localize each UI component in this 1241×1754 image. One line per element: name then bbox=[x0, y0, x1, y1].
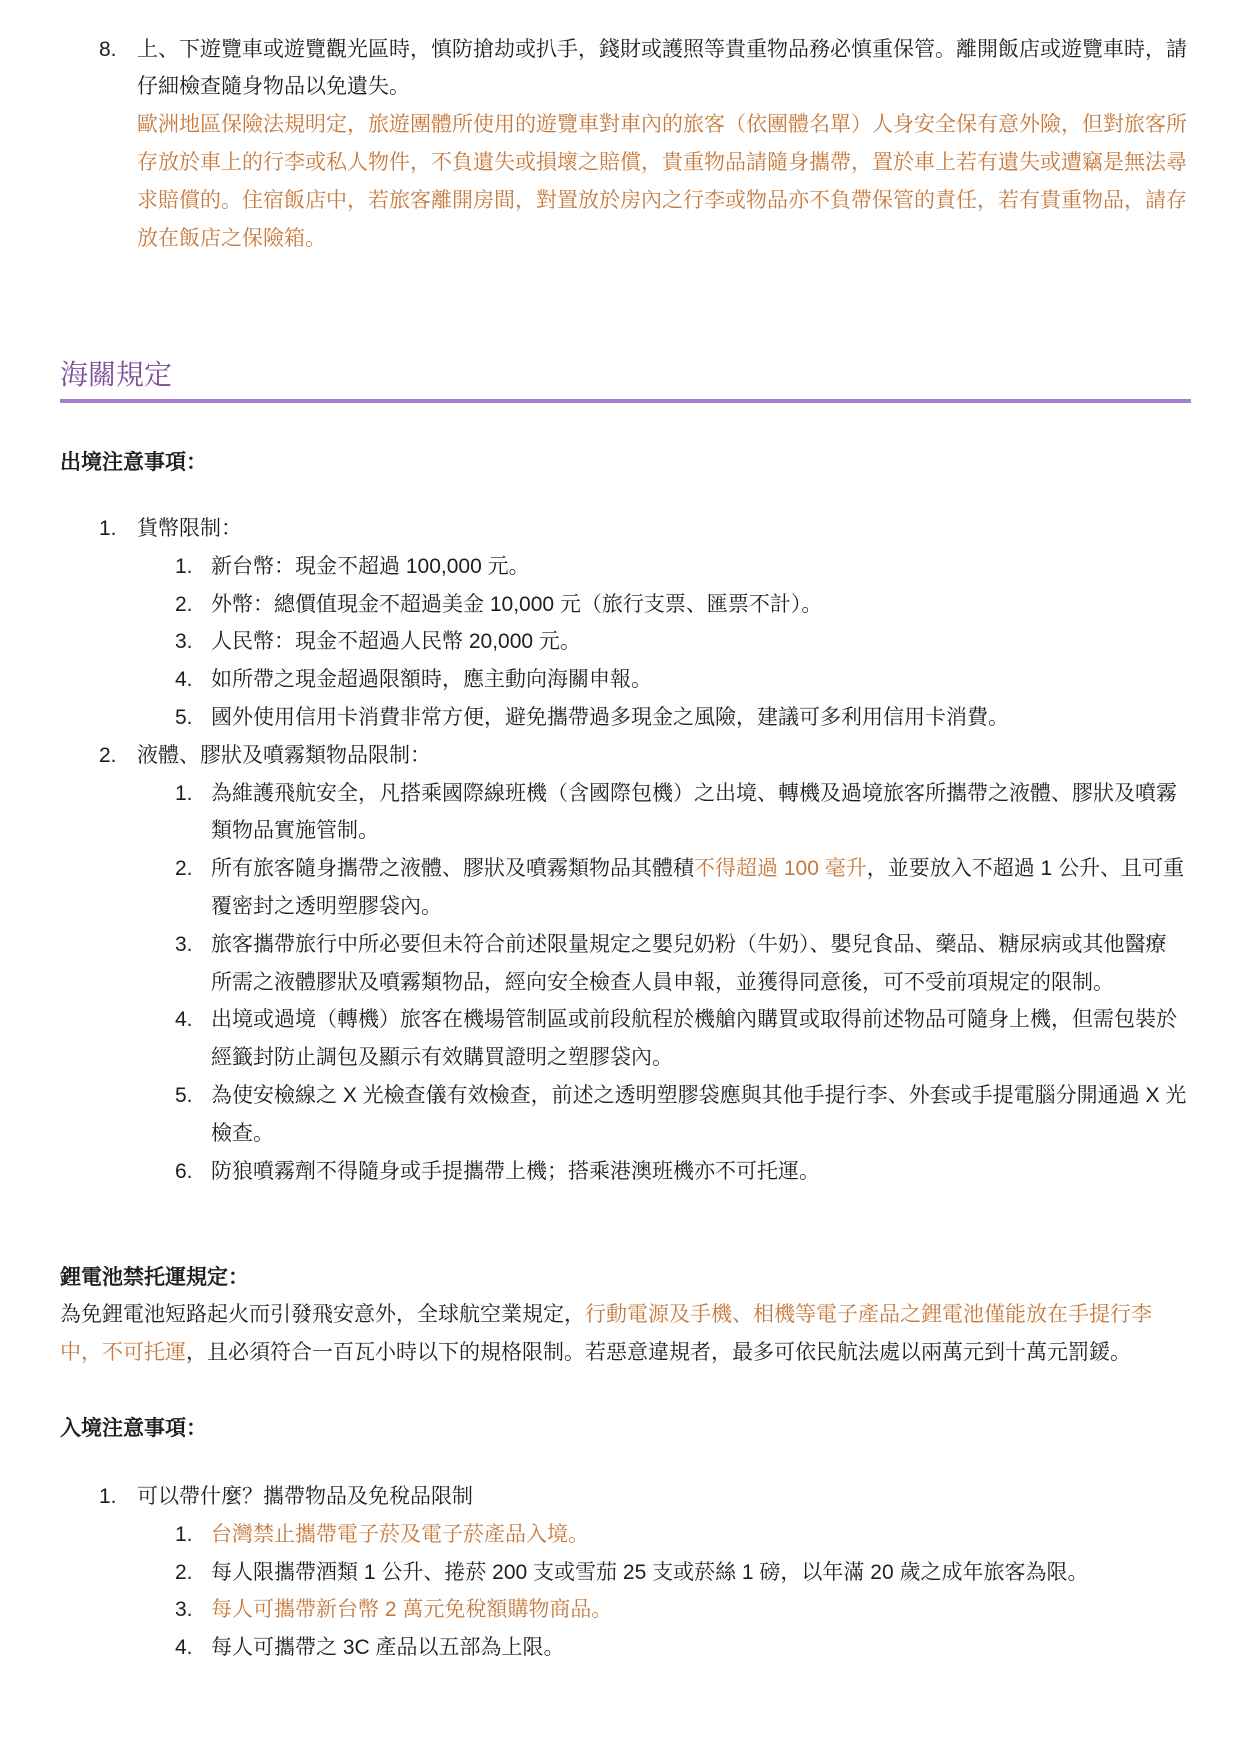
text-line: 如所帶之現金超過限額時，應主動向海關申報。 bbox=[211, 668, 652, 692]
highlight-text-line: 每人可攜帶新台幣 2 萬元免稅額購物商品。 bbox=[211, 1598, 613, 1622]
highlight-text-line: 求賠償的。住宿飯店中，若旅客離開房間，對置放於房內之行李或物品亦不負帶保管的責任，若有貴重物品，請存 bbox=[137, 188, 1187, 212]
text-line: 經籤封防止調包及顯示有效購買證明之塑膠袋內。 bbox=[211, 1046, 673, 1070]
list-number: 1. bbox=[99, 1485, 117, 1508]
text-line: 國外使用信用卡消費非常方便，避免攜帶過多現金之風險，建議可多利用信用卡消費。 bbox=[211, 706, 1009, 730]
text-line: 仔細檢查隨身物品以免遺失。 bbox=[137, 75, 410, 99]
list-item bbox=[0, 737, 1241, 775]
sub-list-item bbox=[0, 661, 1241, 699]
text-line: 所需之液體膠狀及噴霧類物品，經向安全檢查人員申報，並獲得同意後，可不受前項規定的限制。 bbox=[211, 970, 1114, 994]
list-item-label: 可以帶什麼？攜帶物品及免稅品限制 bbox=[137, 1485, 473, 1508]
list-number: 1. bbox=[175, 781, 193, 805]
sub-list-item bbox=[0, 1153, 1241, 1191]
list-item bbox=[0, 1478, 1241, 1516]
text-line: 人民幣：現金不超過人民幣 20,000 元。 bbox=[211, 630, 581, 654]
sub-list-item bbox=[0, 775, 1241, 851]
sub-list-item bbox=[0, 1001, 1241, 1077]
text-line: 新台幣：現金不超過 100,000 元。 bbox=[211, 554, 530, 578]
sub-list-item bbox=[0, 623, 1241, 661]
text-segment: 為免鋰電池短路起火而引發飛安意外，全球航空業規定， bbox=[60, 1303, 585, 1327]
list-item bbox=[0, 510, 1241, 548]
text-line: 每人限攜帶酒類 1 公升、捲菸 200 支或雪茄 25 支或菸絲 1 磅，以年滿 20 歲之成年旅客為限。 bbox=[211, 1560, 1089, 1584]
sub-list-item bbox=[0, 1516, 1241, 1554]
sub-list-item bbox=[0, 699, 1241, 737]
text-line: 為使安檢線之 X 光檢查儀有效檢查，前述之透明塑膠袋應與其他手提行李、外套或手提電腦分開通過 X 光 bbox=[211, 1084, 1187, 1108]
list-number: 3. bbox=[175, 932, 193, 956]
sub-list-item bbox=[0, 1077, 1241, 1153]
list-number: 2. bbox=[175, 857, 193, 881]
highlight-text-line: 放在飯店之保險箱。 bbox=[137, 226, 326, 250]
highlight-text: 不得超過 100 毫升 bbox=[694, 857, 867, 881]
lithium-heading: 鋰電池禁托運規定： bbox=[60, 1266, 249, 1290]
text-line: 檢查。 bbox=[211, 1121, 274, 1145]
highlight-text: 中，不可托運 bbox=[60, 1341, 186, 1365]
section-divider bbox=[60, 399, 1191, 403]
text-segment: 所有旅客隨身攜帶之液體、膠狀及噴霧類物品其體積 bbox=[211, 857, 694, 881]
arrival-list bbox=[0, 1478, 1241, 1667]
list-number: 1. bbox=[175, 1522, 193, 1546]
list-number: 1. bbox=[175, 554, 193, 578]
sub-list-item bbox=[0, 1554, 1241, 1592]
list-number: 3. bbox=[175, 630, 193, 654]
text-line: 覆密封之透明塑膠袋內。 bbox=[211, 895, 442, 919]
list-number: 5. bbox=[175, 706, 193, 730]
text-line bbox=[60, 1296, 1241, 1334]
section-title: 海關規定 bbox=[60, 358, 173, 390]
sub-list-item bbox=[0, 1591, 1241, 1629]
arrival-heading: 入境注意事項： bbox=[60, 1417, 207, 1441]
list-number: 4. bbox=[175, 1008, 193, 1032]
text-line: 外幣：總價值現金不超過美金 10,000 元（旅行支票、匯票不計）。 bbox=[211, 592, 823, 616]
list-number: 4. bbox=[175, 668, 193, 692]
highlight-text: 行動電源及手機、相機等電子產品之鋰電池僅能放在手提行李 bbox=[585, 1303, 1152, 1327]
list-number: 5. bbox=[175, 1084, 193, 1108]
text-line: 為維護飛航安全，凡搭乘國際線班機（含國際包機）之出境、轉機及過境旅客所攜帶之液體、膠狀及噴霧 bbox=[211, 781, 1177, 805]
lithium-paragraph bbox=[0, 1296, 1241, 1372]
list-item-8 bbox=[0, 31, 1241, 258]
sub-list-item bbox=[0, 1629, 1241, 1667]
continued-list-item bbox=[0, 31, 1241, 258]
text-line bbox=[211, 850, 1241, 888]
highlight-text-line: 存放於車上的行李或私人物件，不負遺失或損壞之賠償，貴重物品請隨身攜帶，置於車上若有遺失或遭竊是無法尋 bbox=[137, 151, 1187, 175]
list-item-label: 貨幣限制： bbox=[137, 517, 242, 541]
text-segment: ，並要放入不超過 1 公升、且可重 bbox=[866, 857, 1185, 881]
list-item-label: 液體、膠狀及噴霧類物品限制： bbox=[137, 743, 431, 767]
list-number: 2. bbox=[175, 1560, 193, 1584]
list-number: 8. bbox=[99, 37, 117, 61]
text-line: 類物品實施管制。 bbox=[211, 819, 379, 843]
text-line bbox=[60, 1334, 1241, 1372]
text-line: 上、下遊覽車或遊覽觀光區時，慎防搶劫或扒手，錢財或護照等貴重物品務必慎重保管。離開飯店或遊覽車時，請 bbox=[137, 37, 1187, 61]
list-number: 2. bbox=[175, 592, 193, 616]
sub-list-item bbox=[0, 926, 1241, 1002]
list-number: 4. bbox=[175, 1636, 193, 1660]
highlight-text-line: 歐洲地區保險法規明定，旅遊團體所使用的遊覽車對車內的旅客（依團體名單）人身安全保有意外險，但對旅客所 bbox=[137, 113, 1187, 137]
sub-list-item bbox=[0, 548, 1241, 586]
departure-heading: 出境注意事項： bbox=[60, 450, 207, 474]
departure-list bbox=[0, 510, 1241, 1190]
text-line: 防狼噴霧劑不得隨身或手提攜帶上機；搭乘港澳班機亦不可托運。 bbox=[211, 1159, 820, 1183]
highlight-text-line: 台灣禁止攜帶電子菸及電子菸產品入境。 bbox=[211, 1522, 589, 1546]
list-number: 3. bbox=[175, 1598, 193, 1622]
text-segment: ，且必須符合一百瓦小時以下的規格限制。若惡意違規者，最多可依民航法處以兩萬元到十萬元罰鍰。 bbox=[186, 1341, 1131, 1365]
list-number: 1. bbox=[99, 517, 117, 541]
list-number: 2. bbox=[99, 743, 117, 767]
text-line: 每人可攜帶之 3C 產品以五部為上限。 bbox=[211, 1636, 565, 1660]
sub-list-item bbox=[0, 586, 1241, 624]
list-number: 6. bbox=[175, 1159, 193, 1183]
text-line: 出境或過境（轉機）旅客在機場管制區或前段航程於機艙內購買或取得前述物品可隨身上機，但需包裝於 bbox=[211, 1008, 1177, 1032]
sub-list-item bbox=[0, 850, 1241, 926]
text-line: 旅客攜帶旅行中所必要但未符合前述限量規定之嬰兒奶粉（牛奶）、嬰兒食品、藥品、糖尿病或其他醫療 bbox=[211, 932, 1167, 956]
